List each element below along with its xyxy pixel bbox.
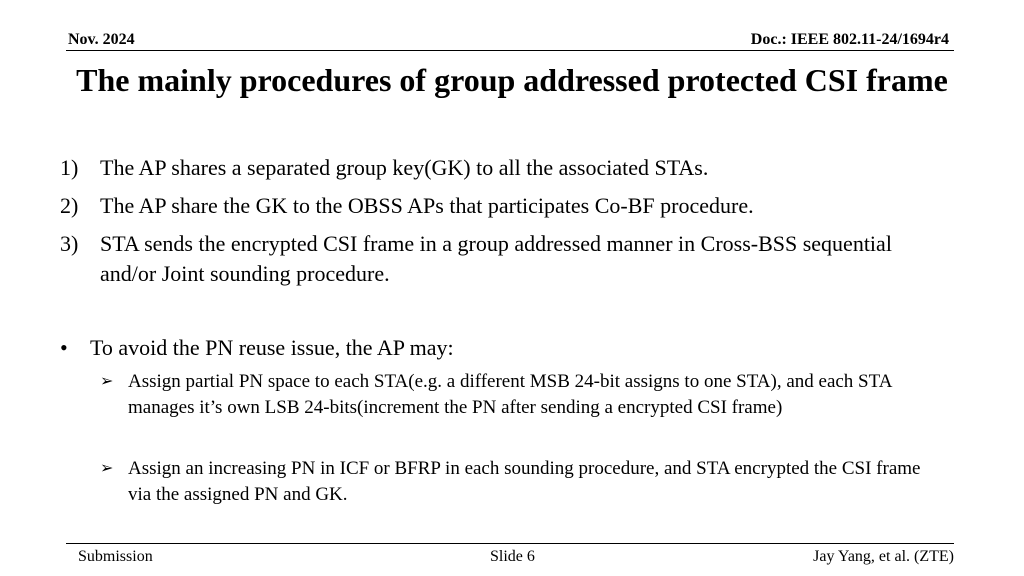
sub-bullet-2-text: Assign an increasing PN in ICF or BFRP in each sounding procedure, and STA encrypted the CSI frame via the assigned PN and GK. (128, 458, 921, 505)
numbered-item-2-text: The AP share the GK to the OBSS APs that participates Co-BF procedure. (100, 193, 754, 218)
header-divider (66, 50, 954, 51)
footer-slide-number: Slide 6 (490, 548, 535, 565)
numbered-item-1-text: The AP shares a separated group key(GK) to all the associated STAs. (100, 155, 709, 180)
numbered-item-3-text: STA sends the encrypted CSI frame in a group addressed manner in Cross-BSS sequential and/or Joint sounding procedure. (100, 231, 892, 286)
bullet-marker: • (60, 335, 68, 360)
header-doc-id: Doc.: IEEE 802.11-24/1694r4 (750, 31, 949, 48)
bullet-text: To avoid the PN reuse issue, the AP may: (90, 335, 454, 360)
header-date: Nov. 2024 (68, 31, 135, 48)
numbered-item-1-marker: 1) (60, 155, 79, 180)
footer-divider (66, 543, 954, 544)
arrow-bullet-icon: ➢ (100, 373, 114, 390)
footer-author: Jay Yang, et al. (ZTE) (813, 548, 954, 565)
arrow-bullet-icon: ➢ (100, 460, 114, 477)
numbered-item-3-marker: 3) (60, 231, 79, 256)
slide-title: The mainly procedures of group addressed protected CSI frame (76, 62, 948, 98)
numbered-item-2-marker: 2) (60, 193, 79, 218)
footer-submission: Submission (78, 548, 153, 565)
sub-bullet-1-text: Assign partial PN space to each STA(e.g. a different MSB 24-bit assigns to one STA), and each STA manages it’s own LSB 24-bits(increment the PN after sending a encrypted CSI frame) (128, 371, 892, 418)
